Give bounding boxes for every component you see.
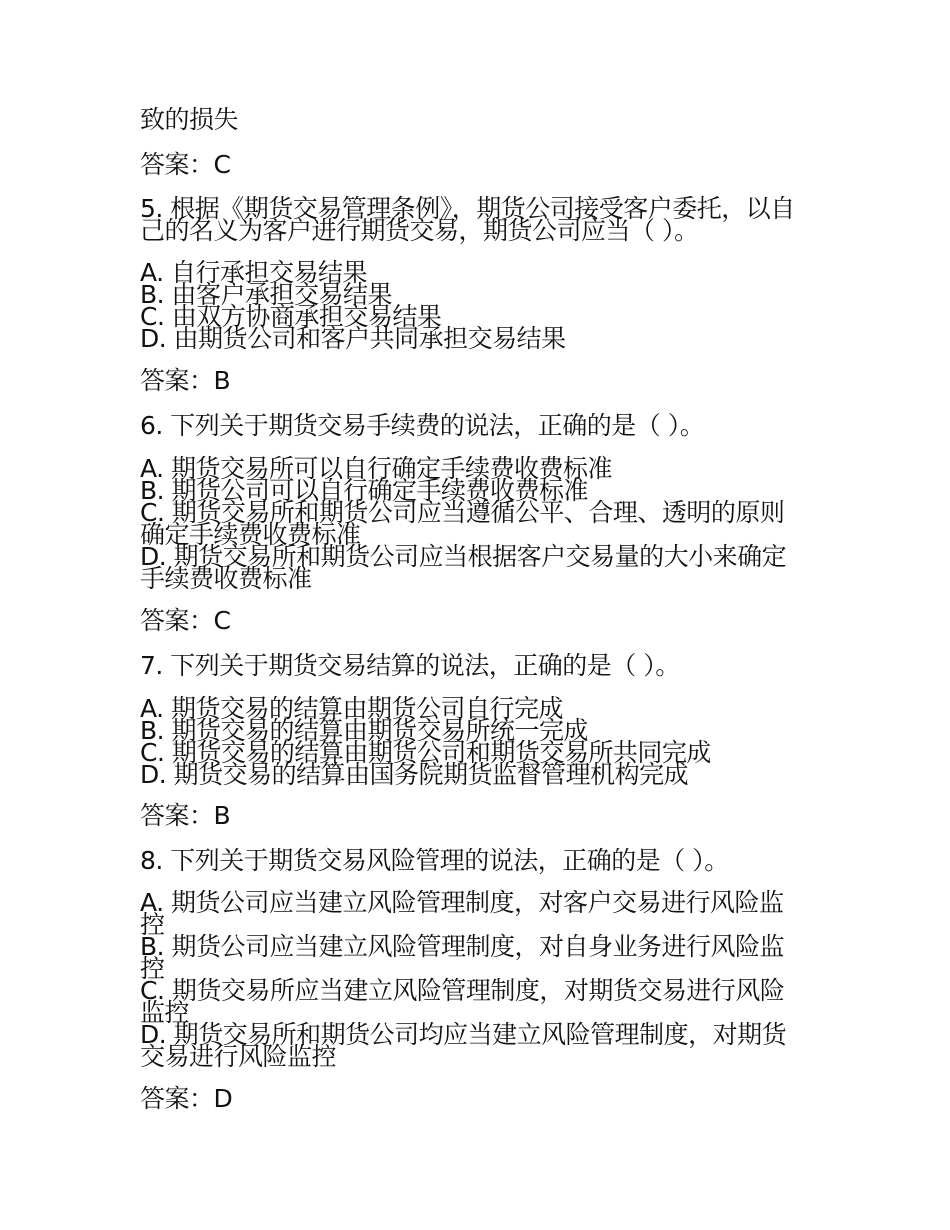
option-item: D. 期货交易的结算由国务院期货监督管理机构完成 [140, 760, 689, 789]
answer-prefix: 答案： [140, 366, 214, 395]
answer-line [140, 803, 230, 829]
answer-value: D [213, 1084, 233, 1113]
answer-prefix: 答案： [140, 150, 214, 179]
answer-value: B [213, 366, 231, 395]
option-item: A. 期货交易所可以自行确定手续费收费标准 [140, 454, 613, 483]
options-list [140, 258, 566, 353]
options-list [140, 694, 711, 789]
options-list [140, 454, 800, 593]
answer-value: C [213, 606, 231, 635]
answer-prefix: 答案： [140, 606, 214, 635]
options-list [140, 888, 800, 1071]
answer-value: C [213, 150, 231, 179]
option-item: C. 期货交易所和期货公司应当遵循公平、合理、透明的原则确定手续费收费标准 [140, 498, 785, 549]
option-item: B. 由客户承担交易结果 [140, 280, 393, 309]
answer-prefix: 答案： [140, 1084, 214, 1113]
question-stem: 6. 下列关于期货交易手续费的说法，正确的是（ ）。 [140, 411, 705, 440]
option-item: D. 由期货公司和客户共同承担交易结果 [140, 324, 566, 353]
question-stem: 5. 根据《期货交易管理条例》，期货公司接受客户委托，以自己的名义为客户进行期货交易，期货公司应当（ ）。 [140, 194, 795, 245]
option-item: C. 期货交易的结算由期货公司和期货交易所共同完成 [140, 738, 711, 767]
option-item: B. 期货交易的结算由期货交易所统一完成 [140, 716, 589, 745]
option-item: D. 期货交易所和期货公司应当根据客户交易量的大小来确定手续费收费标准 [140, 542, 787, 593]
option-item: D. 期货交易所和期货公司均应当建立风险管理制度，对期货交易进行风险监控 [140, 1020, 787, 1071]
option-item: A. 期货公司应当建立风险管理制度，对客户交易进行风险监控 [140, 888, 784, 939]
answer-value: B [213, 801, 231, 830]
answer-line [140, 1086, 232, 1112]
answer-line [140, 152, 230, 178]
option-item: B. 期货公司可以自行确定手续费收费标准 [140, 476, 589, 505]
answer-prefix: 答案： [140, 801, 214, 830]
option-item: B. 期货公司应当建立风险管理制度，对自身业务进行风险监控 [140, 932, 785, 983]
question-stem: 8. 下列关于期货交易风险管理的说法，正确的是（ ）。 [140, 846, 729, 875]
answer-line [140, 368, 230, 394]
question-stem: 7. 下列关于期货交易结算的说法，正确的是（ ）。 [140, 651, 680, 680]
option-item: A. 自行承担交易结果 [140, 258, 368, 287]
option-item: C. 期货交易所应当建立风险管理制度，对期货交易进行风险监控 [140, 976, 785, 1027]
option-item: A. 期货交易的结算由期货公司自行完成 [140, 694, 564, 723]
lead-text: 致的损失 [140, 105, 239, 134]
option-item: C. 由双方协商承担交易结果 [140, 302, 442, 331]
answer-line [140, 608, 230, 634]
